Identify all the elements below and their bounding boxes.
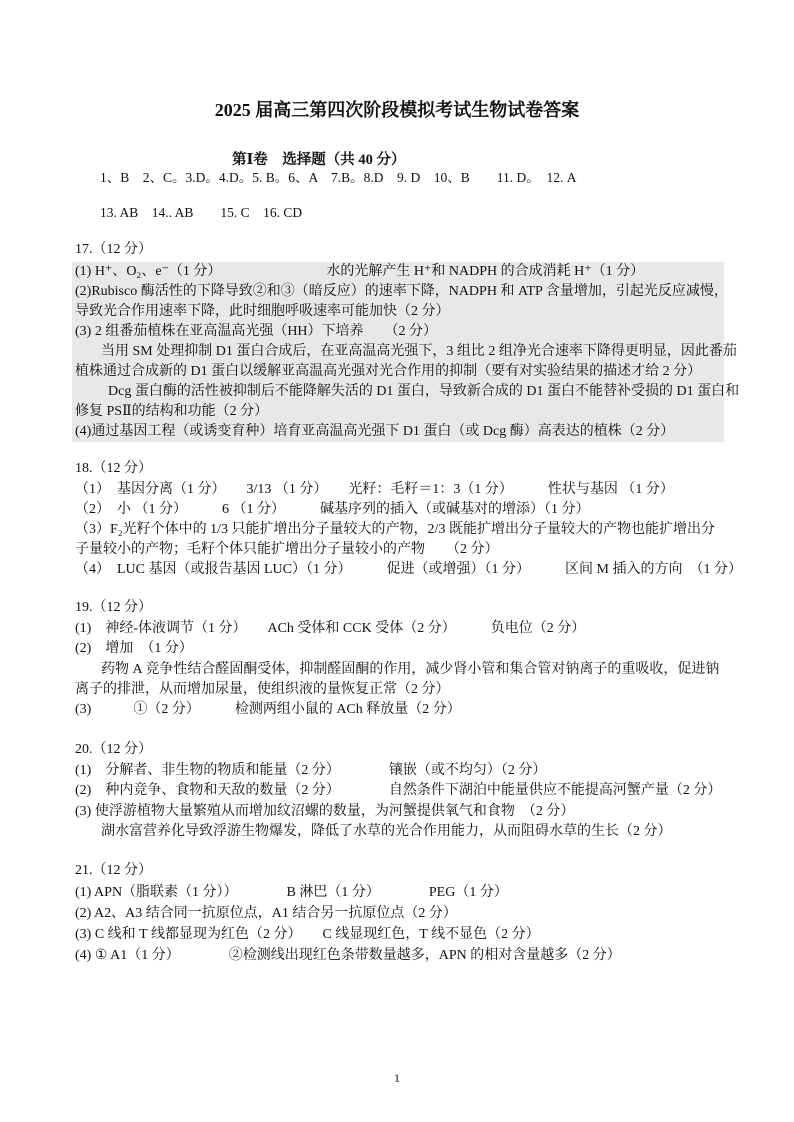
question-heading: 18.（12 分） [75, 461, 152, 476]
multiple-choice-answers-line: 1、B 2、C。3.D。4.D。5. B。6、A 7.B。8.D 9. D 10、B 11. D。 12. A [100, 170, 577, 185]
answer-line: 修复 PSⅡ的结构和功能（2 分） [75, 404, 269, 419]
question-21 [75, 861, 621, 966]
answer-line: (3) 2 组番茄植株在亚高温高光强（HH）下培养 （2 分） [75, 324, 438, 339]
page-number: 1 [394, 1071, 400, 1085]
answer-line: (1) APN（脂联素（1 分）） B 淋巴（1 分） PEG（1 分） [75, 885, 508, 900]
answer-line: 药物 A 竞争性结合醛固酮受体，抑制醛固酮的作用，减少肾小管和集合管对钠离子的重吸收，促进钠 [101, 661, 720, 677]
question-20 [75, 740, 721, 842]
answer-line: (4)通过基因工程（或诱变育种）培育亚高温高光强下 D1 蛋白（或 Dcg 酶）高表达的植株（2 分） [75, 424, 675, 439]
answer-line: (3) ①（2 分） 检测两组小鼠的 ACh 释放量（2 分） [75, 702, 461, 718]
answer-line: 导致光合作用速率下降，此时细胞呼吸速率可能加快（2 分） [75, 304, 450, 319]
answer-line: (2) A2、A3 结合同一抗原位点，A1 结合另一抗原位点（2 分） [75, 906, 457, 921]
answer-line: 湖水富营养化导致浮游生物爆发，降低了水草的光合作用能力，从而阻碍水草的生长（2 分） [101, 823, 672, 839]
answer-line: (2) 种内竞争、食物和天敌的数量（2 分） 自然条件下湖泊中能量供应不能提高河蟹产量（2 分） [75, 783, 722, 799]
answer-line: (1) H⁺、O₂、e⁻（1 分） 水的光解产生 H⁺和 NADPH 的合成消耗 H⁺（1 分） [75, 264, 645, 279]
page-title: 2025 届高三第四次阶段模拟考试生物试卷答案 [214, 100, 580, 120]
question-heading: 21.（12 分） [75, 863, 152, 878]
answer-line: (2)Rubisco 酶活性的下降导致②和③（暗反应）的速率下降，NADPH 和 ATP 含量增加，引起光反应减慢， [75, 284, 728, 299]
answer-line: 子量较小的产物；毛籽个体只能扩增出分子量较小的产物 （2 分） [75, 542, 499, 557]
question-heading: 19.（12 分） [75, 600, 152, 615]
answer-lines [75, 761, 721, 842]
answer-lines [75, 882, 621, 966]
answer-lines [75, 480, 742, 580]
answer-line: Dcg 蛋白酶的活性被抑制后不能降解失活的 D1 蛋白，导致新合成的 D1 蛋白不能替补受损的 D1 蛋白和 [108, 384, 740, 399]
answer-line: 当用 SM 处理抑制 D1 蛋白合成后，在亚高温高光强下，3 组比 2 组净光合速率下降得更明显，因此番茄 [101, 344, 737, 359]
question-17 [75, 240, 740, 442]
question-heading: 17.（12 分） [75, 242, 152, 257]
section-heading: 第Ⅰ卷 选择题（共 40 分） [232, 152, 406, 168]
answer-line: (4) ① A1（1 分） ②检测线出现红色条带数量越多，APN 的相对含量越多（2 分） [75, 948, 621, 963]
question-19 [75, 598, 719, 720]
question-18 [75, 459, 742, 580]
answer-line: (2) 增加 （1 分） [75, 641, 193, 657]
answer-line: （2） 小 （1 分） 6 （1 分） 碱基序列的插入（或碱基对的增添）（1 分） [75, 502, 590, 517]
answer-line: 离子的排泄，从而增加尿量，使组织液的量恢复正常（2 分） [75, 681, 450, 697]
answer-line: （4） LUC 基因（或报告基因 LUC）（1 分） 促进（或增强）（1 分） 区间 M 插入的方向 （1 分） [75, 562, 742, 577]
answer-line: (1) 神经-体液调节（1 分） ACh 受体和 CCK 受体（2 分） 负电位（2 分） [75, 621, 586, 636]
answer-line: (1) 分解者、非生物的物质和能量（2 分） 镶嵌（或不均匀）（2 分） [75, 763, 547, 778]
answer-line: （1） 基因分离（1 分） 3/13 （1 分） 光籽：毛籽＝1：3（1 分） 性状与基因 （1 分） [75, 482, 674, 497]
question-heading: 20.（12 分） [75, 742, 152, 757]
answer-line: 植株通过合成新的 D1 蛋白以缓解亚高温高光强对光合作用的抑制（要有对实验结果的描述才给 2 分） [75, 364, 702, 379]
answer-line: （3）F₂光籽个体中的 1/3 只能扩增出分子量较大的产物，2/3 既能扩增出分子量较大的产物也能扩增出分 [75, 522, 715, 537]
answer-line: (3) C 线和 T 线都显现为红色（2 分） C 线显现红色，T 线不显色（2 分） [75, 927, 540, 942]
multiple-choice-answers-line: 13. AB 14.. AB 15. C 16. CD [100, 205, 303, 220]
answer-line: (3) 使浮游植物大量繁殖从而增加纹沼螺的数量，为河蟹提供氧气和食物 （2 分） [75, 803, 575, 819]
answer-lines [75, 619, 719, 720]
highlighted-answer-block [72, 262, 740, 442]
